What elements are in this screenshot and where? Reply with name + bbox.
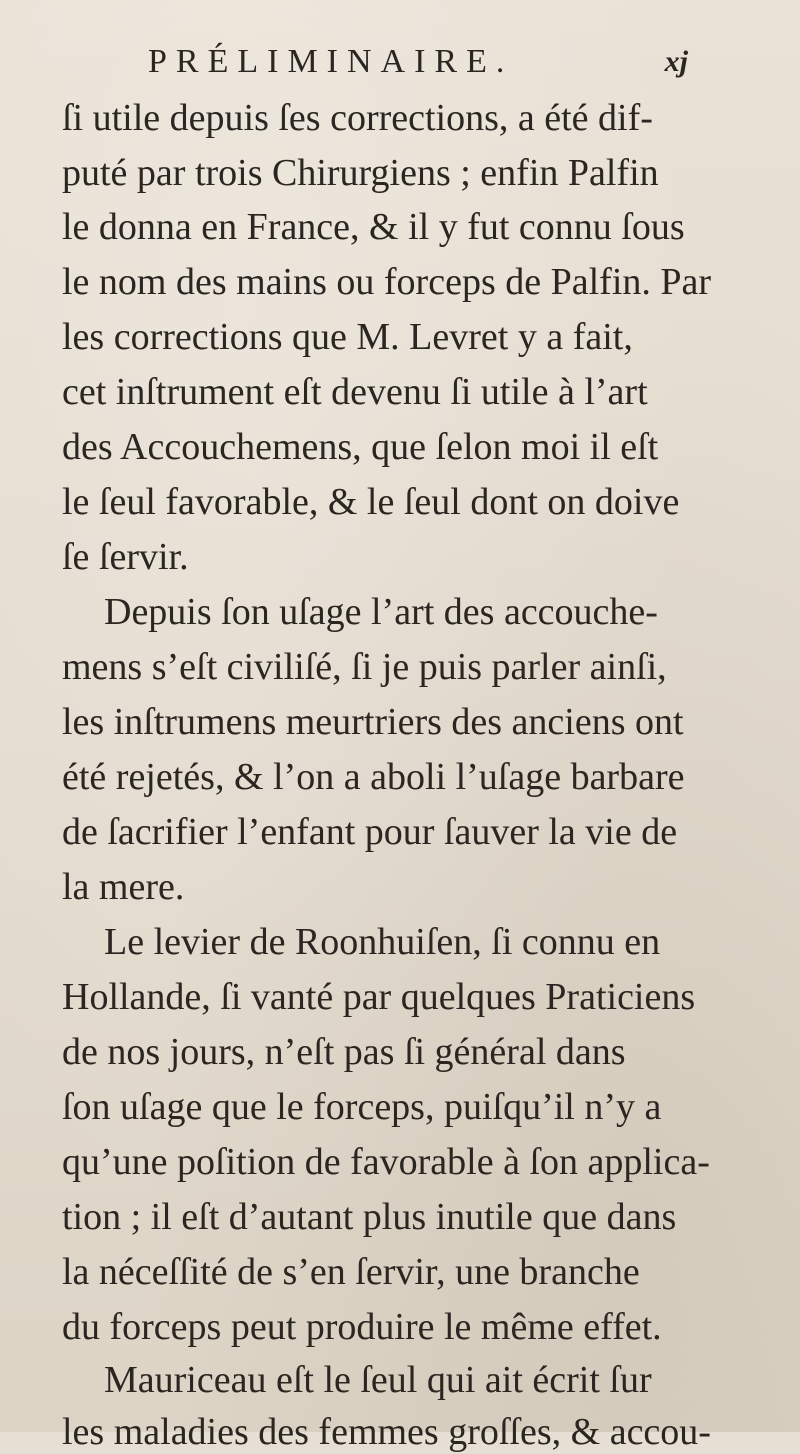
running-title: PRÉLIMINAIRE. xyxy=(148,43,514,80)
text-line: des Accouchemens, que ſelon moi il eſt xyxy=(62,426,659,468)
text-line: ſi utile depuis ſes corrections, a été dif- xyxy=(62,97,653,139)
text-line: été rejetés, & l’on a aboli l’uſage barbare xyxy=(62,756,685,798)
text-line: les corrections que M. Levret y a fait, xyxy=(62,316,633,358)
paragraph-start-line: Mauriceau eſt le ſeul qui ait écrit ſur xyxy=(104,1359,652,1401)
text-line: du forceps peut produire le même effet. xyxy=(62,1306,662,1348)
text-line: ſe ſervir. xyxy=(62,536,189,578)
text-line: les maladies des femmes groſſes, & accou- xyxy=(62,1411,711,1453)
text-line: ſon uſage que le forceps, puiſqu’il n’y a xyxy=(62,1086,662,1128)
text-line: la mere. xyxy=(62,866,185,908)
paragraph-start-line: Depuis ſon uſage l’art des accouche- xyxy=(104,591,658,633)
paragraph-start-line: Le levier de Roonhuiſen, ſi connu en xyxy=(104,921,661,963)
text-line: de ſacrifier l’enfant pour ſauver la vie de xyxy=(62,811,678,853)
text-line: mens s’eſt civiliſé, ſi je puis parler ainſi, xyxy=(62,646,667,688)
text-line: les inſtrumens meurtriers des anciens ont xyxy=(62,701,684,743)
text-line: tion ; il eſt d’autant plus inutile que dans xyxy=(62,1196,677,1238)
text-line: le ſeul favorable, & le ſeul dont on doive xyxy=(62,481,680,523)
text-line: la néceſſité de s’en ſervir, une branche xyxy=(62,1251,640,1293)
text-line: de nos jours, n’eſt pas ſi général dans xyxy=(62,1031,626,1073)
text-line: puté par trois Chirurgiens ; enfin Palfin xyxy=(62,152,659,194)
page-number: xj xyxy=(664,45,688,78)
text-line: le nom des mains ou forceps de Palfin. Par xyxy=(62,261,712,303)
text-line: qu’une poſition de favorable à ſon applica- xyxy=(62,1141,710,1183)
text-line: cet inſtrument eſt devenu ſi utile à l’art xyxy=(62,371,648,413)
text-line: le donna en France, & il y fut connu ſous xyxy=(62,206,685,248)
text-line: Hollande, ſi vanté par quelques Praticiens xyxy=(62,976,696,1018)
page-header xyxy=(148,42,688,82)
